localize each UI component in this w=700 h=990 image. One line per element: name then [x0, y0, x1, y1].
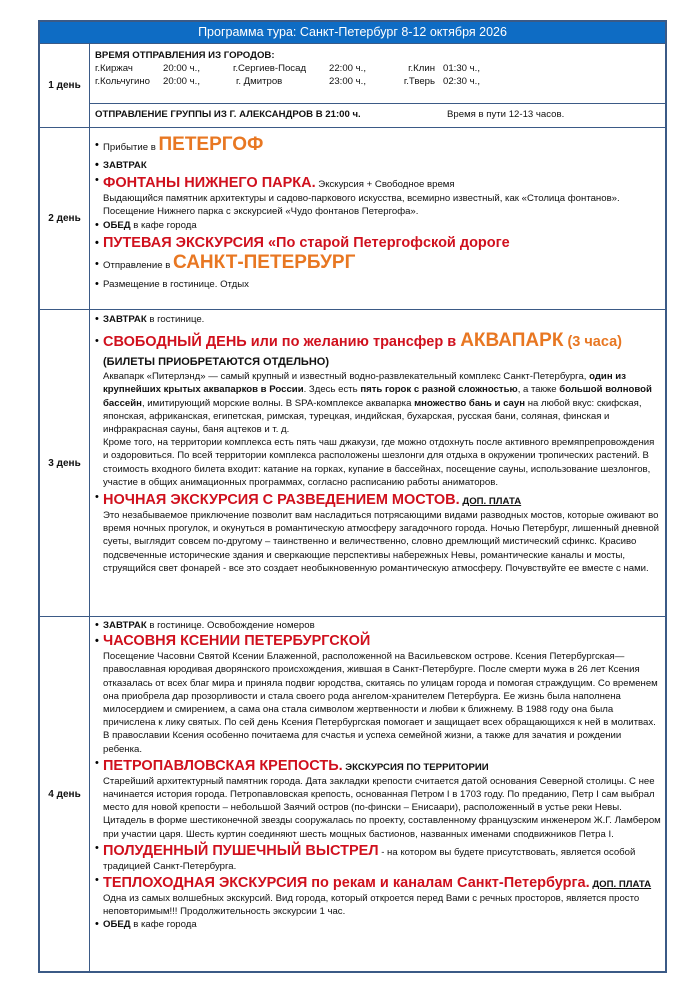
cannon-title: ПОЛУДЕННЫЙ ПУШЕЧНЫЙ ВЫСТРЕЛ: [103, 842, 379, 859]
text: , имитирующий морские волны. В SPA-комплексе аквапарка: [141, 397, 415, 409]
chapel-item: • ЧАСОВНЯ КСЕНИИ ПЕТЕРБУРГСКОЙ: [95, 632, 661, 650]
boat-tour-title: ТЕПЛОХОДНАЯ ЭКСКУРСИЯ по рекам и каналам Санкт-Петербурга.: [103, 875, 590, 892]
extra-fee-label: ДОП. ПЛАТА: [592, 879, 652, 891]
fortress-suffix: ЭКСКУРСИЯ ПО ТЕРРИТОРИИ: [342, 761, 489, 773]
departure-table: [95, 62, 488, 88]
day-1-row: [40, 44, 665, 128]
group-departure-text: ОТПРАВЛЕНИЕ ГРУППЫ ИЗ Г. АЛЕКСАНДРОВ В 21:00 ч.: [95, 108, 361, 120]
day-label: 2 день: [40, 128, 90, 309]
text: один из крупнейших крытых аквапарков в России: [103, 371, 626, 396]
free-day-title: СВОБОДНЫЙ ДЕНЬ или по желанию трансфер в: [103, 334, 461, 351]
fountains-item: [95, 174, 661, 192]
program-title: Программа тура: Санкт-Петербург 8-12 октября 2026: [40, 22, 665, 44]
fountains-description: Выдающийся памятник архитектуры и садово-паркового искусства, всемирно известный, как «Столица фонтанов». Посещение Нижнего парка с экскурсией «Чудо фонтанов Петергофа».: [103, 193, 620, 218]
text: Аквапарк «Питерлэнд» — самый крупный и известный водно-развлекательный комплекс Санкт-Петербурга,: [103, 371, 590, 383]
text: на любой вкус: скифская, японская, африканская, египетская, римская, турецкая, индийская, бухарская, русская бани, соляная, финская и инфракрасная сауны, баня ацтеков и т. д.: [103, 397, 642, 436]
breakfast-label: ЗАВТРАК: [103, 314, 147, 325]
road-tour-item: • ПУТЕВАЯ ЭКСКУРСИЯ «По старой Петергофской дороге: [95, 234, 661, 252]
time: 23:00 ч.,: [329, 76, 367, 88]
breakfast-item: [95, 313, 661, 326]
breakfast-rest: в гостинице.: [146, 314, 205, 325]
cannon-item: [95, 842, 661, 873]
city: г.Сергиев-Посад: [233, 63, 307, 75]
time: 02:30 ч.,: [443, 76, 481, 88]
breakfast-label: ЗАВТРАК: [103, 620, 147, 631]
city: г. Дмитров: [236, 76, 283, 88]
boat-tour-item: [95, 874, 661, 892]
lunch-item: [95, 219, 661, 232]
arrival-prefix: Прибытие в: [103, 142, 159, 153]
departure-prefix: Отправление в: [103, 259, 173, 271]
text: пять горок с разной сложностью: [360, 384, 518, 396]
city: г.Кольчугино: [95, 76, 150, 88]
fortress-title: ПЕТРОПАВЛОВСКАЯ КРЕПОСТЬ.: [103, 757, 343, 774]
day-2-row: [40, 128, 665, 310]
lunch-rest: в кафе города: [130, 919, 197, 931]
day-3-row: [40, 310, 665, 617]
day-2-content: [90, 128, 665, 309]
arrival-item: [95, 134, 661, 159]
departure-times: [90, 44, 665, 104]
departure-row: [95, 62, 488, 75]
time: 20:00 ч.,: [163, 63, 201, 75]
time: 01:30 ч.,: [443, 63, 481, 75]
city: г.Клин: [408, 63, 435, 75]
accommodation-item: • Размещение в гостинице. Отдых: [95, 278, 661, 291]
breakfast-item: • ЗАВТРАК: [95, 159, 661, 172]
time: 22:00 ч.,: [329, 63, 367, 75]
arrival-city: ПЕТЕРГОФ: [158, 134, 264, 155]
time: 20:00 ч.,: [163, 76, 201, 88]
day-label: 3 день: [40, 310, 90, 616]
fortress-description: Старейший архитектурный памятник города. Дата закладки крепости считается датой основания Северной столицы. С нее начинается история города. Петропавловская крепость, основанная Петром I в 1703 году. По преданию, Петр I сам выбрал место для новой крепости – небольшой Заячий остров (по-фински – Енисаари), расположенный в устье реки Невы. Цитадель в форме шестиконечной звезды сооружалась по проекту, составленному французским инженером Ж.Г. Ламбером при участии царя. Шесть куртин соединяют шесть мощных бастионов, названных именами сподвижников Петра I.: [103, 775, 661, 840]
lunch-item: [95, 918, 661, 931]
boat-tour-description: Одна из самых волшебных экскурсий. Вид города, который откроется перед Вами с речных просторов, является просто неповторимым!!! Продолжительность экскурсии 1 час.: [103, 893, 640, 918]
fortress-item: [95, 757, 661, 775]
departure-city: САНКТ-ПЕТЕРБУРГ: [172, 251, 356, 273]
day-4-content: [90, 617, 665, 971]
lunch-label: ОБЕД: [103, 219, 131, 231]
text: множество бань и саун: [414, 397, 526, 409]
text: , а также: [517, 384, 560, 396]
departure-row: [95, 75, 488, 88]
travel-time: Время в пути 12-13 часов.: [447, 108, 565, 120]
fountains-title: ФОНТАНЫ НИЖНЕГО ПАРКА.: [103, 175, 316, 192]
day-1-content: [90, 44, 665, 127]
day-label: 1 день: [40, 44, 90, 127]
breakfast-rest: в гостинице. Освобождение номеров: [146, 620, 315, 631]
city: г.Тверь: [403, 76, 435, 88]
jacuzzi-description: Кроме того, на территории комплекса есть пять чаш джакузи, где можно отдохнуть после активного времяпрепровождения и оздоровиться. По всей территории комплекса расположены шезлонги для отдыха в окружении тропических растений. В стоимость входного билета входит: катание на горках, купание в бассейнах, посещение сауны, использование шезлонгов, участие в общих анимационных программах, согласно расписанию работы аниматоров.: [103, 437, 655, 488]
chapel-description: Посещение Часовни Святой Ксении Блаженной, расположенной на Васильевском острове. Ксения Петербургская— православная юродивая дворянского происхождения, жившая в Санкт-Петербурге. После смерти мужа в 26 лет Ксения отказалась от всех благ мира и приняла подвиг юродства, скитаясь по улицам города и помогая страждущим. Со временем она приобрела дар прозорливости и стала своего рода ангелом-хранителем Петербурга. Ее жизнь была наполнена милосердием и смирением, а сама она стала символом жертвенности и любви к ближнему. В 1988 году она была причислена к лику святых. По сей день Ксения Петербургская помогает и защищает всех обращающихся к ней в молитвах. В православии Ксения особенно почитаема для счастья и успеха семейной жизни, а также для зачатия и рождении ребенка.: [103, 651, 658, 755]
fountains-suffix: Экскурсия + Свободное время: [315, 179, 455, 191]
night-tour-description: Это незабываемое приключение позволит вам насладиться потрясающими видами разводных мостов, которые оживают во время ночных прогулок, и окунуться в романтическую атмосферу загадочного города. Ночью Петербург, лишенный дневной суеты, выглядит совсем по-другому – таинственно и величественно, словно дремлющий мистический сфинкс. Красиво подсвеченные исторические здания и сверкающие перспективы набережных Невы, романтические каналы и мосты, струящийся свет фонарей - все это создает необыкновенную романтическую атмосферу. Почувствуйте ее вместе с нами.: [103, 510, 660, 574]
city: г.Киржач: [95, 63, 133, 75]
day-label: 4 день: [40, 617, 90, 971]
day-4-row: [40, 617, 665, 971]
aquapark-hours: (3 часа): [563, 334, 622, 351]
tour-program-table: [38, 20, 667, 973]
departure-item: [95, 252, 661, 278]
departure-heading: ВРЕМЯ ОТПРАВЛЕНИЯ ИЗ ГОРОДОВ:: [95, 50, 275, 61]
night-tour-title: НОЧНАЯ ЭКСКУРСИЯ С РАЗВЕДЕНИЕМ МОСТОВ.: [103, 492, 460, 509]
cannon-description: - на котором вы будете присутствовать, является особой традицией Санкт-Петербурга.: [103, 846, 636, 872]
night-tour-item: [95, 491, 661, 509]
free-day-item: [95, 330, 661, 355]
breakfast-item: [95, 619, 661, 632]
group-departure: [90, 104, 665, 127]
text: большой волновой бассейн: [103, 384, 652, 409]
aquapark-title: АКВАПАРК: [460, 330, 564, 352]
day-3-content: [90, 310, 665, 616]
lunch-label: ОБЕД: [103, 919, 131, 931]
extra-fee-label: ДОП. ПЛАТА: [462, 496, 522, 508]
aquapark-description: [95, 370, 661, 436]
lunch-rest: в кафе города: [130, 219, 197, 231]
text: . Здесь есть: [303, 384, 361, 396]
tickets-note: (БИЛЕТЫ ПРИОБРЕТАЮТСЯ ОТДЕЛЬНО): [103, 356, 329, 369]
